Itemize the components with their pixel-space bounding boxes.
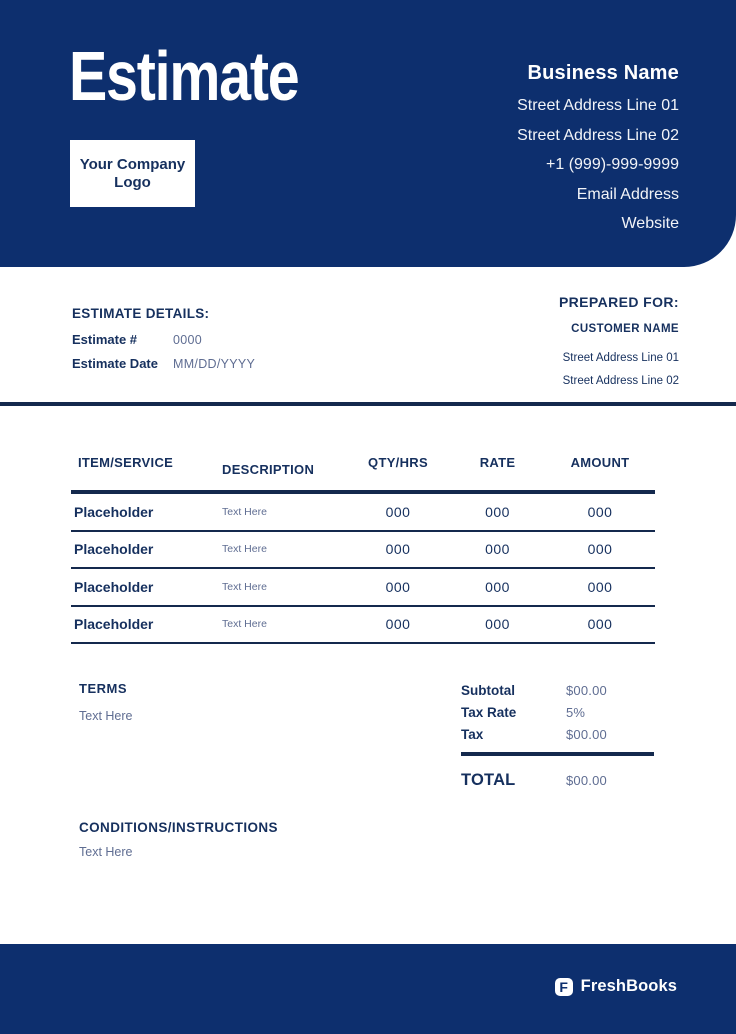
estimate-date-value: MM/DD/YYYY	[173, 357, 256, 371]
cell-qty: 000	[385, 616, 411, 633]
company-logo-line-1: Your Company	[79, 155, 186, 173]
total-row	[461, 771, 654, 790]
tax-rate-label: Tax Rate	[461, 705, 517, 720]
cell-description: Text Here	[222, 580, 267, 593]
cell-description: Text Here	[222, 543, 267, 556]
terms-text: Text Here	[79, 709, 133, 723]
business-name: Business Name	[527, 62, 679, 84]
cell-amount: 000	[587, 578, 613, 595]
section-divider	[0, 402, 736, 406]
column-header-item-service: ITEM/SERVICE	[78, 455, 174, 470]
conditions-section	[79, 820, 278, 859]
total-label: TOTAL	[461, 770, 516, 789]
estimate-details	[72, 306, 255, 380]
cell-description: Text Here	[222, 618, 267, 631]
estimate-date-label: Estimate Date	[72, 356, 158, 371]
tax-value: $00.00	[566, 727, 607, 742]
estimate-date-row	[72, 356, 255, 371]
business-address-line-1: Street Address Line 01	[517, 97, 679, 114]
freshbooks-logo	[555, 977, 677, 996]
customer-name: CUSTOMER NAME	[571, 323, 679, 335]
customer-address-line-1: Street Address Line 01	[562, 352, 679, 364]
freshbooks-wordmark: FreshBooks	[580, 977, 677, 995]
cell-qty: 000	[385, 541, 411, 558]
column-header-rate: RATE	[479, 455, 516, 470]
cell-rate: 000	[485, 503, 510, 520]
column-header-amount: AMOUNT	[570, 455, 630, 470]
tax-rate-value: 5%	[566, 705, 586, 720]
business-info	[517, 62, 679, 239]
subtotal-value: $00.00	[566, 683, 607, 698]
customer-address-line-2: Street Address Line 02	[562, 374, 679, 387]
estimate-details-heading: ESTIMATE DETAILS:	[72, 306, 210, 321]
tax-rate-row	[461, 705, 654, 721]
conditions-heading: CONDITIONS/INSTRUCTIONS	[79, 820, 278, 835]
table-row	[71, 494, 655, 532]
conditions-text: Text Here	[79, 845, 133, 859]
table-row	[71, 532, 655, 570]
subtotal-row	[461, 683, 654, 699]
estimate-number-label: Estimate #	[72, 332, 138, 347]
cell-amount: 000	[587, 503, 613, 520]
business-email: Email Address	[576, 185, 679, 203]
cell-rate: 000	[485, 578, 510, 595]
terms-section	[79, 681, 133, 723]
cell-qty: 000	[385, 503, 411, 520]
footer-bar	[0, 944, 736, 1034]
prepared-for	[559, 294, 679, 392]
table-header-row	[71, 450, 655, 490]
items-table	[71, 450, 655, 644]
business-phone: +1 (999)-999-9999	[546, 156, 679, 173]
cell-description: Text Here	[222, 505, 267, 518]
cell-item: Placeholder	[74, 578, 154, 595]
business-address-line-2: Street Address Line 02	[517, 126, 679, 144]
table-row	[71, 607, 655, 645]
subtotal-label: Subtotal	[461, 683, 515, 698]
business-website: Website	[621, 215, 679, 232]
cell-item: Placeholder	[74, 503, 154, 520]
prepared-for-heading: PREPARED FOR:	[558, 294, 679, 310]
company-logo-line-2: Logo	[114, 173, 151, 191]
cell-item: Placeholder	[74, 541, 154, 558]
total-divider	[461, 752, 654, 756]
column-header-description: DESCRIPTION	[222, 462, 315, 477]
cell-rate: 000	[485, 616, 510, 633]
header-banner	[0, 0, 736, 267]
estimate-number-value: 0000	[173, 333, 203, 347]
table-row	[71, 569, 655, 607]
page-title: Estimate	[69, 37, 299, 115]
column-header-qty-hrs: QTY/HRS	[368, 455, 428, 470]
cell-qty: 000	[385, 578, 411, 595]
estimate-number-row	[72, 332, 255, 347]
tax-row	[461, 727, 654, 743]
cell-item: Placeholder	[74, 616, 154, 633]
company-logo-placeholder	[70, 140, 195, 207]
cell-amount: 000	[587, 616, 613, 633]
freshbooks-f-icon: F	[555, 978, 573, 996]
cell-amount: 000	[587, 541, 613, 558]
total-value: $00.00	[566, 772, 607, 788]
cell-rate: 000	[485, 541, 510, 558]
terms-heading: TERMS	[79, 681, 127, 696]
tax-label: Tax	[461, 727, 484, 742]
summary-section	[461, 683, 654, 790]
